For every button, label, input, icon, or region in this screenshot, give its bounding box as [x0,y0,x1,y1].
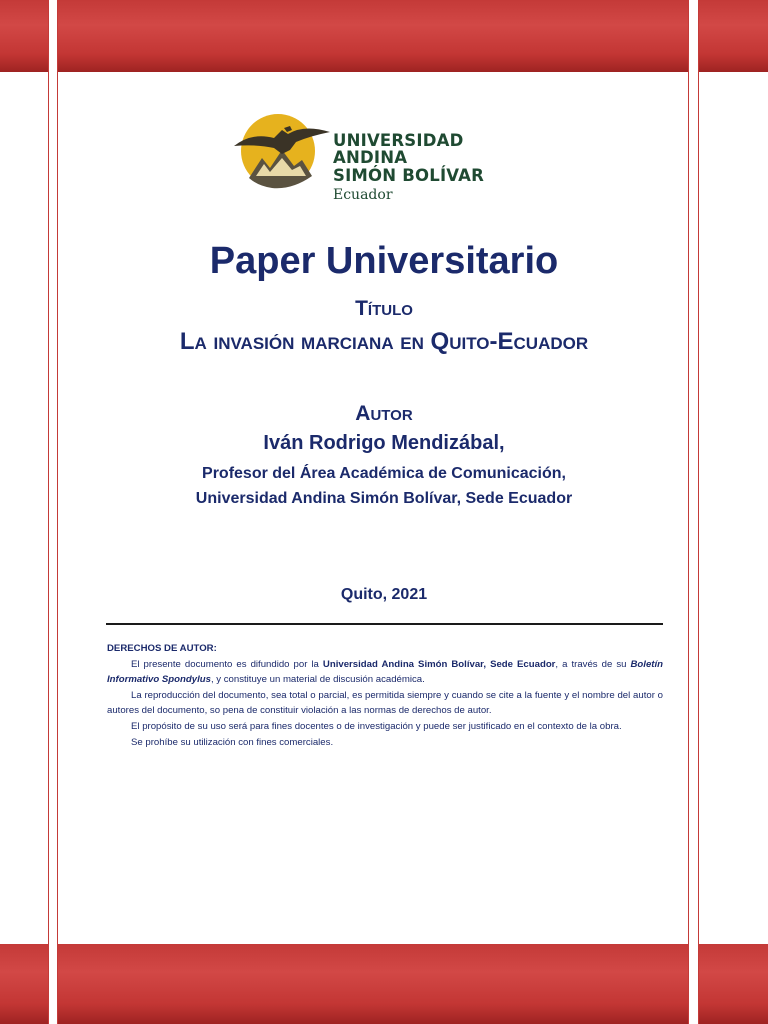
copyright-paragraph-2: La reproducción del documento, sea total o parcial, es permitida siempre y cuando se cite a la fuente y el nombre del autor o autores del documento, so pena de constituir violación a las normas de derechos de autor. [107,689,663,717]
document-title: La invasión marciana en Quito-Ecuador [179,328,589,355]
author-affiliation-line2: Universidad Andina Simón Bolívar, Sede Ecuador [195,490,573,507]
p1-bulletin-name: Boletín Informativo Spondylus [107,658,663,686]
author-affiliation-line1: Profesor del Área Académica de Comunicación, [202,465,566,482]
logo-text-line3: Ecuador [333,186,393,203]
divider-rule [106,623,663,625]
p1-university-name: Universidad Andina Simón Bolívar, Sede Ecuador [322,658,556,670]
condor-sun-emblem-icon [232,106,332,192]
copyright-paragraph-4: Se prohíbe su utilización con fines comerciales. [131,736,334,748]
logo-text-line1: UNIVERSIDAD ANDINA [333,131,464,167]
copyright-notice [107,641,663,750]
author-name: Iván Rodrigo Mendizábal, [263,432,505,454]
copyright-heading: DERECHOS DE AUTOR: [107,643,217,654]
copyright-paragraph-1 [107,657,663,688]
bottom-red-band [0,944,768,1024]
p1-text-c: , a través de su [555,658,631,670]
frame-line-left-inner [57,0,58,1024]
title-label: Título [355,297,413,320]
university-logo [232,106,542,203]
frame-line-left-outer [48,0,49,1024]
p1-text-e: , y constituye un material de discusión académica. [210,674,425,686]
frame-line-right-inner [688,0,689,1024]
frame-line-right-outer [698,0,699,1024]
author-label: Autor [355,402,413,425]
place-date: Quito, 2021 [340,586,428,603]
copyright-paragraph-3: El propósito de su uso será para fines docentes o de investigación y puede ser justificado en el contexto de la obra. [131,720,622,732]
logo-text-line2: SIMÓN BOLÍVAR [333,166,485,185]
paper-heading: Paper Universitario [209,240,559,282]
p1-text-a: El presente documento es difundido por la [131,658,323,670]
top-red-band [0,0,768,72]
